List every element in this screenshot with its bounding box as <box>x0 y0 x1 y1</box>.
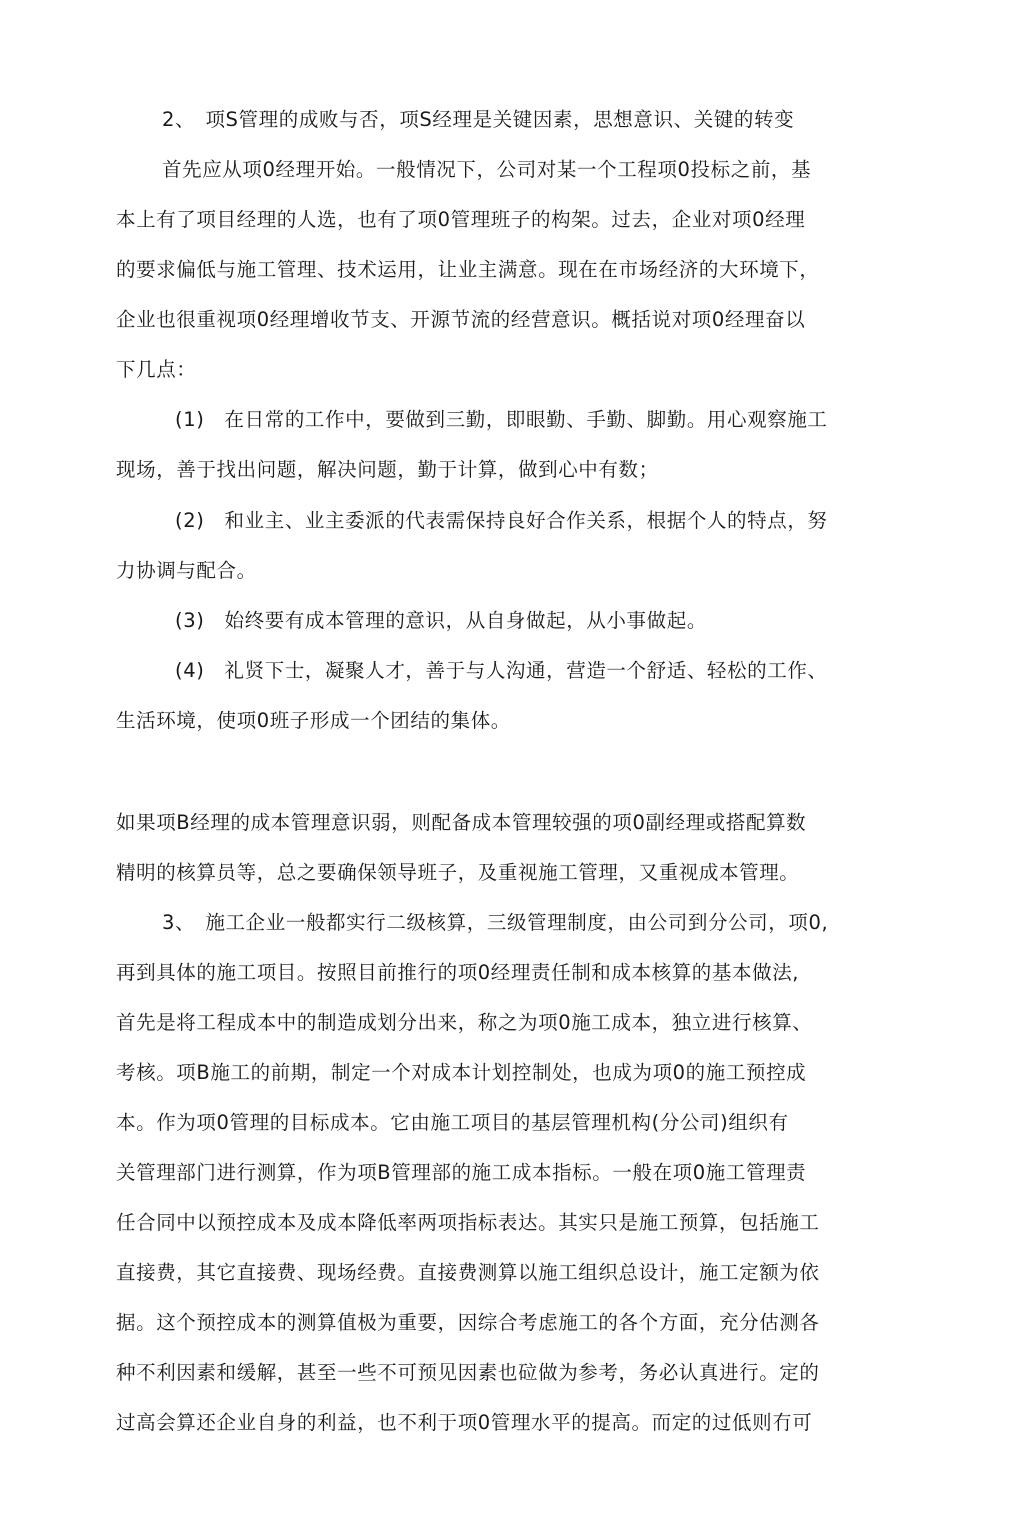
text-line: 再到具体的施工项目。按照目前推行的项0经理责任制和成本核算的基本做法, <box>116 961 800 984</box>
list-item: (1) 在日常的工作中，要做到三勤，即眼勤、手勤、脚勤。用心观察施工 <box>175 408 828 431</box>
text-line: 种不利因素和缓解，甚至一些不可预见因素也砬做为参考，务必认真进行。定的 <box>116 1361 820 1384</box>
text-line: 的要求偏低与施工管理、技术运用，让业主满意。现在在市场经济的大环境下， <box>116 258 820 281</box>
text-line: 力协调与配合。 <box>116 559 257 582</box>
list-item: (2) 和业主、业主委派的代表需保持良好合作关系，根据个人的特点，努 <box>175 509 828 532</box>
text-line: 任合同中以预控成本及成本降低率两项指标表达。其实只是施工预算，包括施工 <box>116 1211 820 1234</box>
text-line: 关管理部门进行测算，作为项B管理部的施工成本指标。一般在项0施工管理责 <box>116 1161 807 1184</box>
text-line: 首先是将工程成本中的制造成划分出来，称之为项0施工成本，独立进行核算、 <box>116 1011 813 1034</box>
text-line: 现场，善于找出问题，解决问题，勤于计算，做到心中有数； <box>116 458 659 481</box>
list-item: (4) 礼贤下士，凝聚人才，善于与人沟通，营造一个舒适、轻松的工作、 <box>175 659 828 682</box>
text-line: 过高会算还企业自身的利益，也不利于项0管理水平的提高。而定的过低则冇可 <box>116 1411 813 1434</box>
text-line: 本。作为项0管理的目标成本。它由施工项目的基层管理机构(分公司)组织有 <box>116 1111 789 1134</box>
text-line: 下几点： <box>116 358 197 381</box>
text-line: 3、 施工企业一般都实行二级核算，三级管理制度，由公司到分公司，项0, <box>162 911 829 934</box>
text-line: 生活环境，使项0班子形成一个团结的集体。 <box>116 709 511 732</box>
text-line: 2、 项S管理的成败与否，项S经理是关键因素，思想意识、关键的转变 <box>162 108 795 131</box>
text-line: 精明的核算员等，总之要确保领导班子，及重视施工管理，又重视成本管理。 <box>116 861 800 884</box>
text-line: 据。这个预控成本的测算值极为重要，因综合考虑施工的各个方面，充分估测各 <box>116 1311 820 1334</box>
text-line: 如果项B经理的成本管理意识弱，则配备成本管理较强的项0副经理或搭配算数 <box>116 811 807 834</box>
text-line: 考核。项B施工的前期，制定一个对成本计划控制处，也成为项0的施工预控成 <box>116 1061 807 1084</box>
text-line: 本上有了项目经理的人选，也有了项0管理班子的构架。过去，企业对项0经理 <box>116 208 806 231</box>
list-item: (3) 始终要有成本管理的意识，从自身做起，从小事做起。 <box>175 609 707 632</box>
text-line: 企业也很重视项0经理增收节支、开源节流的经营意识。概括说对项0经理奋以 <box>116 308 806 331</box>
text-line: 直接费，其它直接费、现场经费。直接费测算以施工组织总设计，施工定额为依 <box>116 1261 820 1284</box>
text-line: 首先应从项0经理开始。一般情况下，公司对某一个工程项0投标之前，基 <box>162 158 812 181</box>
